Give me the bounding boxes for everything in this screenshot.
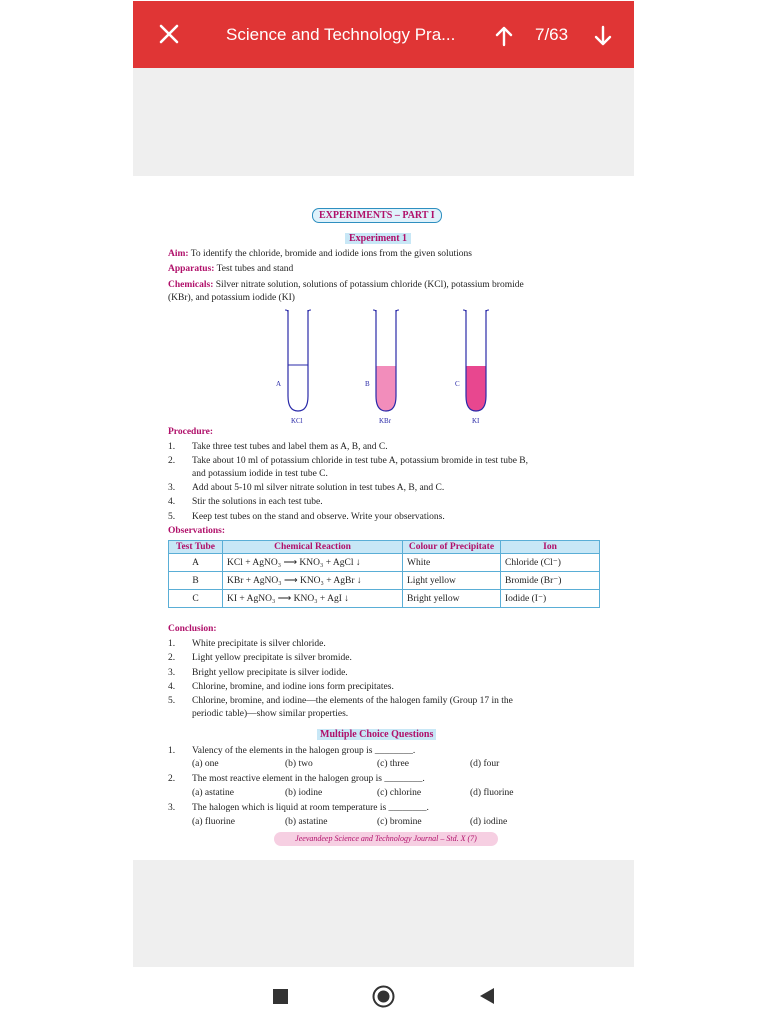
test-tube-a <box>288 310 308 411</box>
test-tube-c <box>466 366 486 411</box>
list-number: 2. <box>168 456 176 466</box>
option: (a) astatine <box>192 788 234 798</box>
option: (a) one <box>192 759 219 769</box>
table-cell: KCl + AgNO₃ ⟶ KNO₃ + AgCl ↓ <box>223 554 403 572</box>
list-item: Bright yellow precipitate is silver iodide. <box>192 668 348 678</box>
option: (d) four <box>470 759 500 769</box>
option: (d) iodine <box>470 817 508 827</box>
option: (c) three <box>377 759 409 769</box>
option: (b) iodine <box>285 788 323 798</box>
table-cell: B <box>169 572 223 590</box>
list-item: Chlorine, bromine, and iodine—the elements of the halogen family (Group 17 in the <box>192 696 513 706</box>
question-text: The most reactive element in the halogen group is ________. <box>192 774 425 784</box>
option: (d) fluorine <box>470 788 514 798</box>
document-title: Science and Technology Pra... <box>226 25 456 44</box>
list-number: 1. <box>168 639 176 649</box>
tube-letter-a: A <box>276 380 282 388</box>
list-number: 2. <box>168 653 176 663</box>
list-number: 4. <box>168 497 176 507</box>
table-header: Ion <box>501 541 600 554</box>
table-cell: Iodide (I⁻) <box>501 590 600 608</box>
table-header-row <box>169 541 600 554</box>
aim-label: Aim: <box>168 249 189 259</box>
tube-label-a: KCl <box>291 417 303 425</box>
page-counter: 7/63 <box>535 25 569 44</box>
option: (b) two <box>285 759 313 769</box>
list-item: and potassium iodide in test tube C. <box>192 469 328 479</box>
list-number: 5. <box>168 512 176 522</box>
option: (c) chlorine <box>377 788 422 798</box>
recents-icon[interactable] <box>273 989 288 1004</box>
list-item: Add about 5-10 ml silver nitrate solution in test tubes A, B, and C. <box>192 483 445 493</box>
table-cell: KBr + AgNO₃ ⟶ KNO₃ + AgBr ↓ <box>223 572 403 590</box>
table-cell: A <box>169 554 223 572</box>
question-number: 1. <box>168 746 176 756</box>
table-cell: Chloride (Cl⁻) <box>501 554 600 572</box>
list-item: Keep test tubes on the stand and observe. Write your observations. <box>192 512 445 522</box>
app-toolbar <box>133 1 634 68</box>
home-icon[interactable] <box>372 985 395 1008</box>
procedure-heading: Procedure: <box>168 427 214 437</box>
page-footer: Jeevandeep Science and Technology Journal – Std. X (7) <box>274 832 498 846</box>
list-item: Light yellow precipitate is silver bromide. <box>192 653 352 663</box>
tube-letter-b: B <box>365 380 370 388</box>
table-row <box>169 572 600 590</box>
list-item: White precipitate is silver chloride. <box>192 639 326 649</box>
tube-label-b: KBr <box>379 417 392 425</box>
back-icon[interactable] <box>478 987 496 1005</box>
apparatus-label: Apparatus: <box>168 264 215 274</box>
table-row <box>169 554 600 572</box>
test-tube-diagram <box>273 308 503 428</box>
apparatus-text: Test tubes and stand <box>216 264 294 274</box>
chemicals-label: Chemicals: <box>168 280 214 290</box>
table-header: Chemical Reaction <box>223 541 403 554</box>
table-cell: Light yellow <box>403 572 501 590</box>
question-number: 2. <box>168 774 176 784</box>
option: (a) fluorine <box>192 817 235 827</box>
page-gap-top <box>133 68 634 176</box>
section-title: EXPERIMENTS – PART I <box>312 208 442 223</box>
list-item: periodic table)—show similar properties. <box>192 709 349 719</box>
observations-heading: Observations: <box>168 526 225 536</box>
list-item: Take three test tubes and label them as A, B, and C. <box>192 442 388 452</box>
list-item: Stir the solutions in each test tube. <box>192 497 323 507</box>
next-result-icon[interactable] <box>593 25 613 47</box>
aim-line <box>168 249 472 259</box>
table-cell: White <box>403 554 501 572</box>
tube-letter-c: C <box>455 380 460 388</box>
chemicals-text: Silver nitrate solution, solutions of potassium chloride (KCl), potassium bromide <box>215 280 524 290</box>
apparatus-line <box>168 264 293 274</box>
list-number: 4. <box>168 682 176 692</box>
close-icon[interactable] <box>158 23 180 45</box>
table-cell: C <box>169 590 223 608</box>
question-number: 3. <box>168 803 176 813</box>
table-cell: Bromide (Br⁻) <box>501 572 600 590</box>
list-item: Take about 10 ml of potassium chloride in test tube A, potassium bromide in test tube B, <box>192 456 529 466</box>
list-number: 1. <box>168 442 176 452</box>
previous-result-icon[interactable] <box>494 25 514 47</box>
table-header: Colour of Precipitate <box>403 541 501 554</box>
option: (c) bromine <box>377 817 422 827</box>
option: (b) astatine <box>285 817 328 827</box>
mcq-heading: Multiple Choice Questions <box>317 729 436 740</box>
table-cell: Bright yellow <box>403 590 501 608</box>
table-cell: KI + AgNO₃ ⟶ KNO₃ + AgI ↓ <box>223 590 403 608</box>
observations-table <box>168 540 600 608</box>
table-row <box>169 590 600 608</box>
aim-text: To identify the chloride, bromide and iodide ions from the given solutions <box>190 249 472 259</box>
list-item: Chlorine, bromine, and iodine ions form precipitates. <box>192 682 394 692</box>
list-number: 3. <box>168 668 176 678</box>
list-number: 3. <box>168 483 176 493</box>
test-tube-b <box>376 366 396 411</box>
list-number: 5. <box>168 696 176 706</box>
experiment-title: Experiment 1 <box>345 233 411 244</box>
tube-label-c: KI <box>472 417 480 425</box>
table-header: Test Tube <box>169 541 223 554</box>
conclusion-heading: Conclusion: <box>168 624 217 634</box>
chemicals-line <box>168 280 524 290</box>
question-text: Valency of the elements in the halogen group is ________. <box>192 746 416 756</box>
question-text: The halogen which is liquid at room temperature is ________. <box>192 803 429 813</box>
page-gap-bottom <box>133 860 634 967</box>
document-page[interactable] <box>133 176 634 860</box>
chemicals-text-cont: (KBr), and potassium iodide (KI) <box>168 293 295 303</box>
